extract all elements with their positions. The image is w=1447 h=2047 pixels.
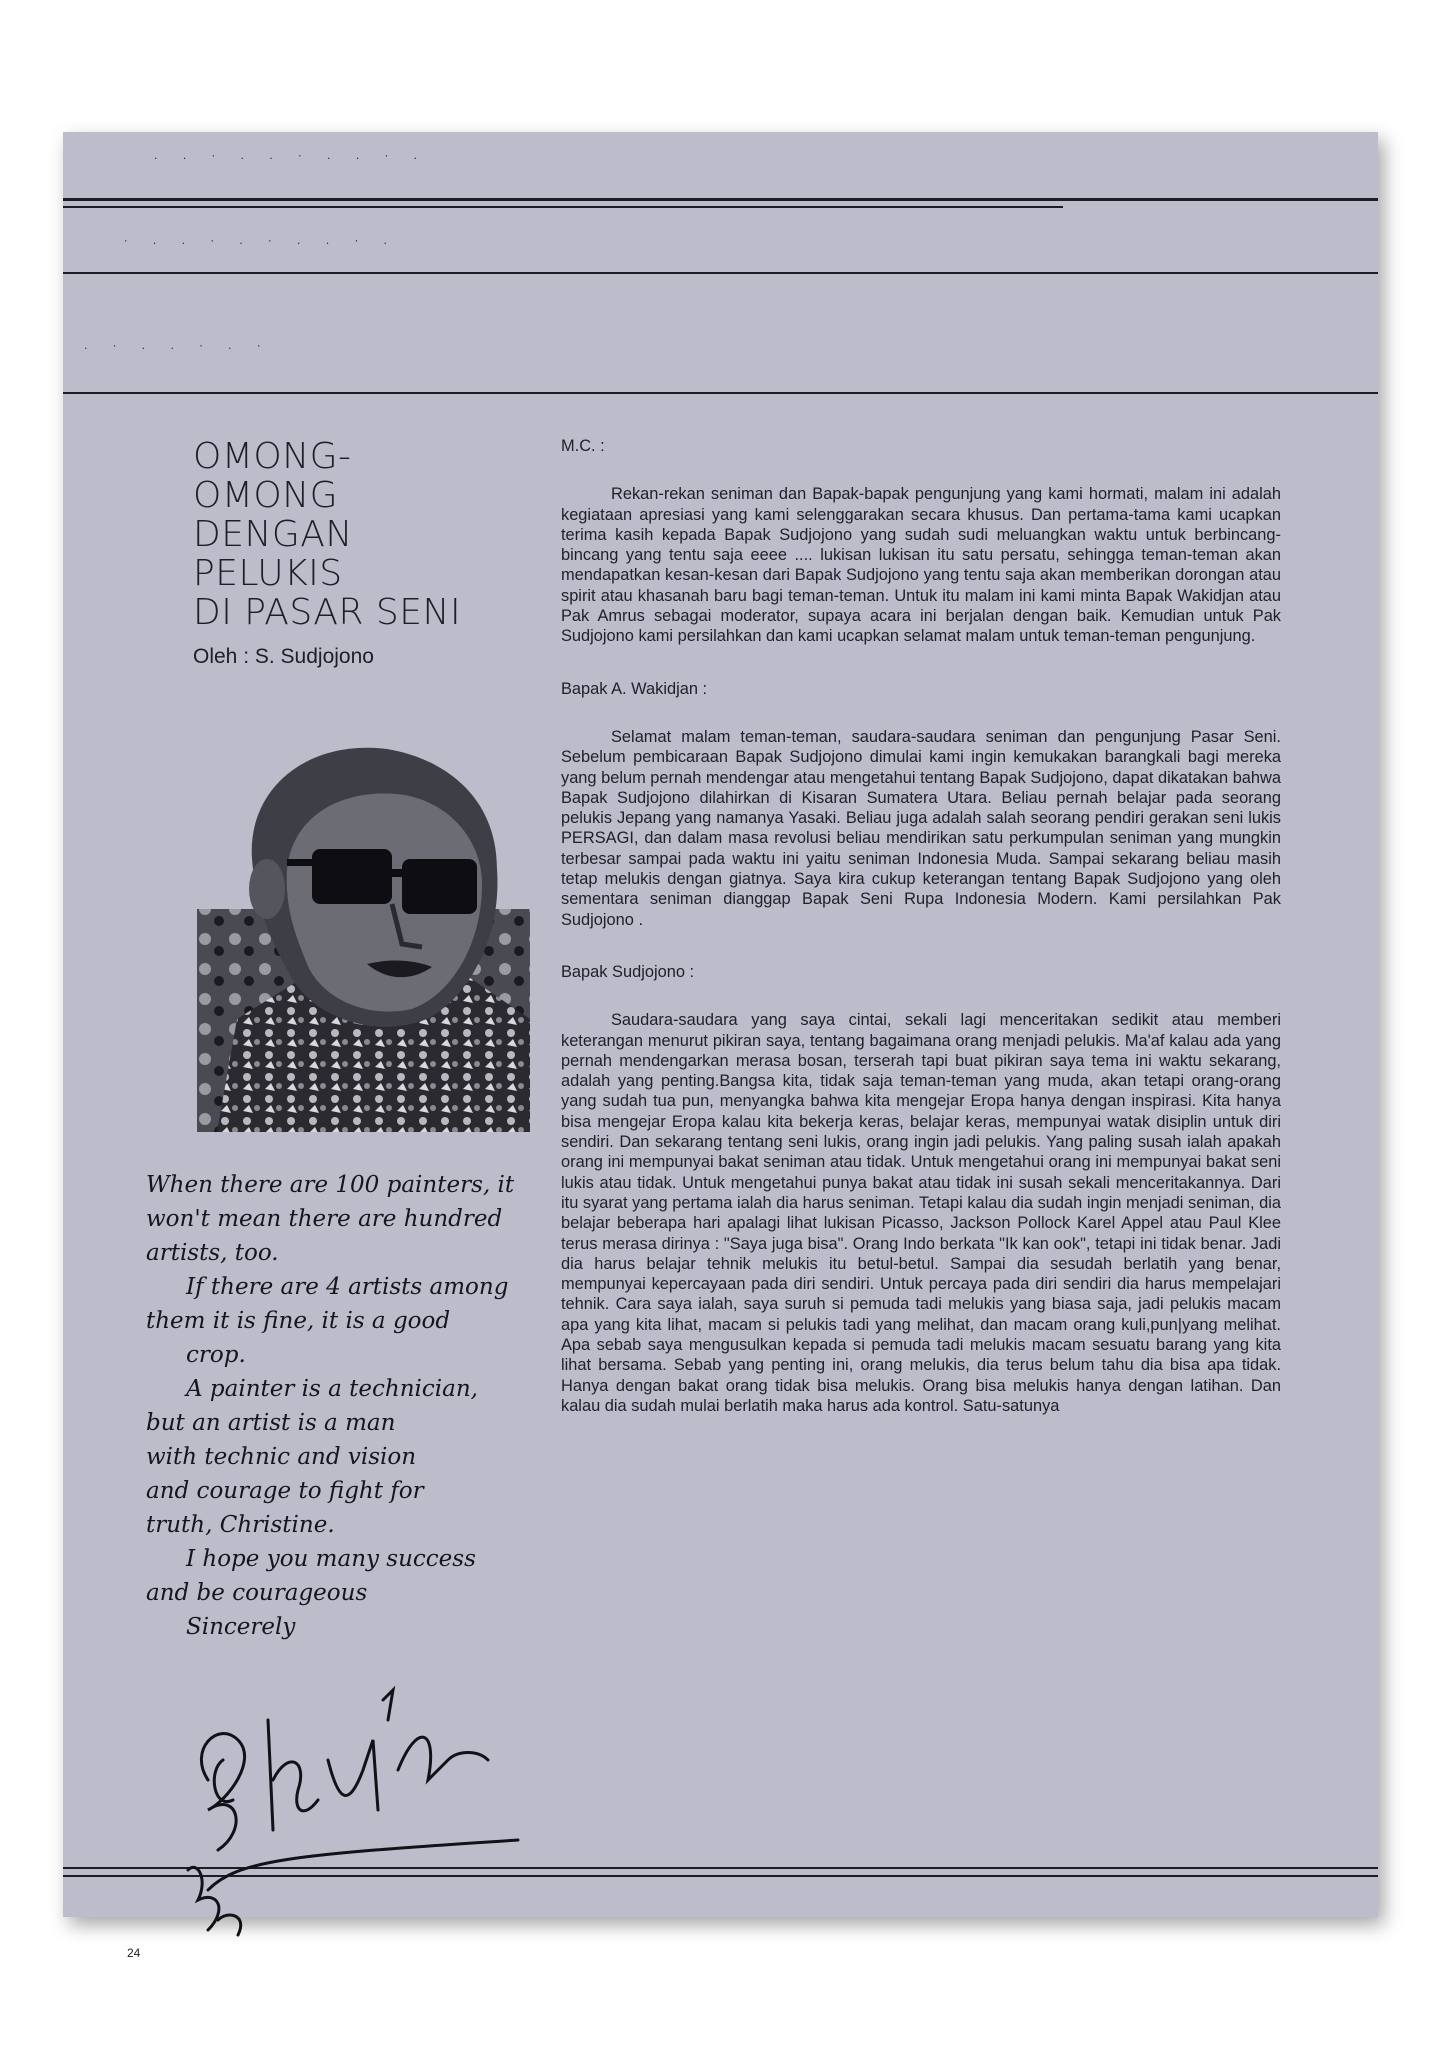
- note-line: but an artist is a man: [146, 1410, 396, 1436]
- title-line: OMONG: [193, 475, 339, 516]
- note-line: If there are 4 artists among: [186, 1274, 509, 1300]
- note-line: won't mean there are hundred: [146, 1206, 503, 1232]
- band-rule: [63, 272, 1378, 274]
- article-body: [561, 436, 1281, 1416]
- page-number: 24: [127, 1946, 141, 1960]
- handwritten-signature-icon: [178, 1660, 548, 1950]
- paragraph: Saudara-saudara yang saya cintai, sekali lagi menceritakan sedikit atau memberi keterangan menurut pikiran saya, tentang bagaimana orang menjadi pelukis. Ma'af kalau ada yang pernah mendengarkan merasa bosan, terserah tapi buat pikiran saya tema ini waktu sekarang, adalah yang penting.Bangsa kita, tidak saja teman-teman yang muda, akan tetapi orang-orang yang sudah tua pun, menyangka bahwa kita mengejar Eropa hanya dengan inspirasi. Kita hanya bisa mengejar Eropa kalau kita bekerja keras, belajar keras, mempunyai watak disiplin untuk diri sendiri. Dan sekarang tentang seni lukis, orang ingin jadi pelukis. Yang paling susah ialah apakah orang ini mempunyai bakat seniman atau tidak. Untuk mengetahui orang ini mempunyai bakat seni lukis atau tidak. Untuk mengetahui punya bakat atau tidak ini susah sekali menceritakannya. Dari itu syarat yang pertama ialah dia harus seniman. Tetapi kalau dia sudah ingin menjadi seniman, dia belajar beberapa hari apalagi lihat lukisan Picasso, Jackson Pollock Karel Appel atau Paul Klee terus merasa dirinya : "Saya juga bisa". Orang Indo berkata "Ik kan ook", tetapi ini tidak benar. Jadi dia harus belajar tehnik melukis itu betul-betul. Sampai dia sesudah berlatih yang benar, mempunyai kepercayaan pada diri sendiri. Untuk percaya pada diri sendiri dia harus mempelajari tehnik. Cara saya ialah, saya suruh si pemuda tadi melukis yang biasa saja, jadi pelukis macam apa yang kita lihat, macam si pelukis tadi yang melihat, dan macam orang kuli,pun|yang melihat. Apa sebab saya mengusulkan kepada si pemuda tadi melukis macam sesuatu barang yang kita lihat bersama. Sebab yang penting ini, orang melukis, dia terus belum tahu dia bisa apa tidak. Hanya dengan bakat orang tidak bisa melukis. Orang bisa melukis hanya dengan latihan. Dan kalau dia sudah mulai berlatih maka harus ada kontrol. Satu-satunya: [561, 1011, 1281, 1415]
- portrait-photo-icon: [197, 719, 530, 1132]
- top-rule: [63, 198, 1378, 201]
- note-line: Sincerely: [186, 1614, 296, 1640]
- speaker-label: Bapak Sudjojono :: [561, 962, 695, 981]
- article-title: [193, 437, 523, 632]
- note-line: I hope you many success: [186, 1546, 476, 1572]
- note-line: truth, Christine.: [146, 1512, 335, 1538]
- note-line: When there are 100 painters, it: [146, 1172, 515, 1198]
- note-line: A painter is a technician,: [186, 1376, 478, 1402]
- note-line: and courage to fight for: [146, 1478, 424, 1504]
- title-line: DENGAN: [193, 514, 353, 555]
- speaker-label: M.C. :: [561, 437, 605, 455]
- print-speckle: . · . . · . ·: [83, 342, 271, 352]
- note-line: crop.: [186, 1342, 246, 1368]
- byline: Oleh : S. Sudjojono: [193, 645, 374, 668]
- note-line: with technic and vision: [146, 1444, 417, 1470]
- handwritten-note: [146, 1168, 546, 1644]
- header-rule: [63, 392, 1378, 394]
- note-line: them it is fine, it is a good: [146, 1308, 451, 1334]
- paragraph: Selamat malam teman-teman, saudara-saudara seniman dan pengunjung Pasar Seni. Sebelum pembicaraan Bapak Sudjojono dimulai kami ingin kemukakan barangkali bagi mereka yang belum pernah mendengar atau mengetahui tentang Bapak Sudjojono, dapat dikatakan bahwa Bapak Sudjojono dilahirkan di Kisaran Sumatera Utara. Beliau pernah belajar pada seorang pelukis Jepang yang namanya Yasaki. Beliau juga adalah salah seorang pendiri gerakan seni lukis PERSAGI, dan dalam masa revolusi beliau mendirikan satu perkumpulan seniman yang mungkin terbesar sampai pada waktu ini yaitu seniman Indonesia Muda. Sampai sekarang beliau masih tetap melukis dengan giatnya. Saya kira cukup keterangan tentang Bapak Sudjojono yang oleh sementara seniman dianggap Bapak Seni Rupa Indonesia Modern. Kami persilahkan Pak Sudjojono .: [561, 727, 1281, 929]
- note-line: and be courageous: [146, 1580, 368, 1606]
- title-line: PELUKIS: [193, 553, 343, 594]
- title-line: OMONG-: [193, 436, 352, 477]
- title-line: DI PASAR SENI: [193, 592, 462, 633]
- top-rule-2: [63, 206, 1063, 208]
- print-speckle: . . · . . · . . · .: [153, 152, 427, 162]
- print-speckle: · . . · . · . . · .: [123, 237, 397, 247]
- paragraph: Rekan-rekan seniman dan Bapak-bapak pengunjung yang kami hormati, malam ini adalah kegiataan apresiasi yang kami selenggarakan secara khusus. Dan pertama-tama kami ucapkan terima kasih kepada Bapak Sudjojono yang sudah sudi meluangkan waktu untuk berbincang-bincang yang tentu saja eeee .... lukisan lukisan itu satu persatu, sehingga teman-teman akan mendapatkan kesan-kesan dari Bapak Sudjojono yang tentu saja akan memberikan dorongan atau spirit atau khasanah baru bagi teman-teman. Untuk itu malam ini kami minta Bapak Wakidjan atau Pak Amrus sebagai moderator, supaya acara ini berjalan dengan baik. Kemudian untuk Pak Sudjojono kami persilahkan dan kami ucapkan selamat malam untuk teman-teman pengunjung.: [561, 485, 1281, 646]
- speaker-label: Bapak A. Wakidjan :: [561, 679, 708, 698]
- note-line: artists, too.: [146, 1240, 279, 1266]
